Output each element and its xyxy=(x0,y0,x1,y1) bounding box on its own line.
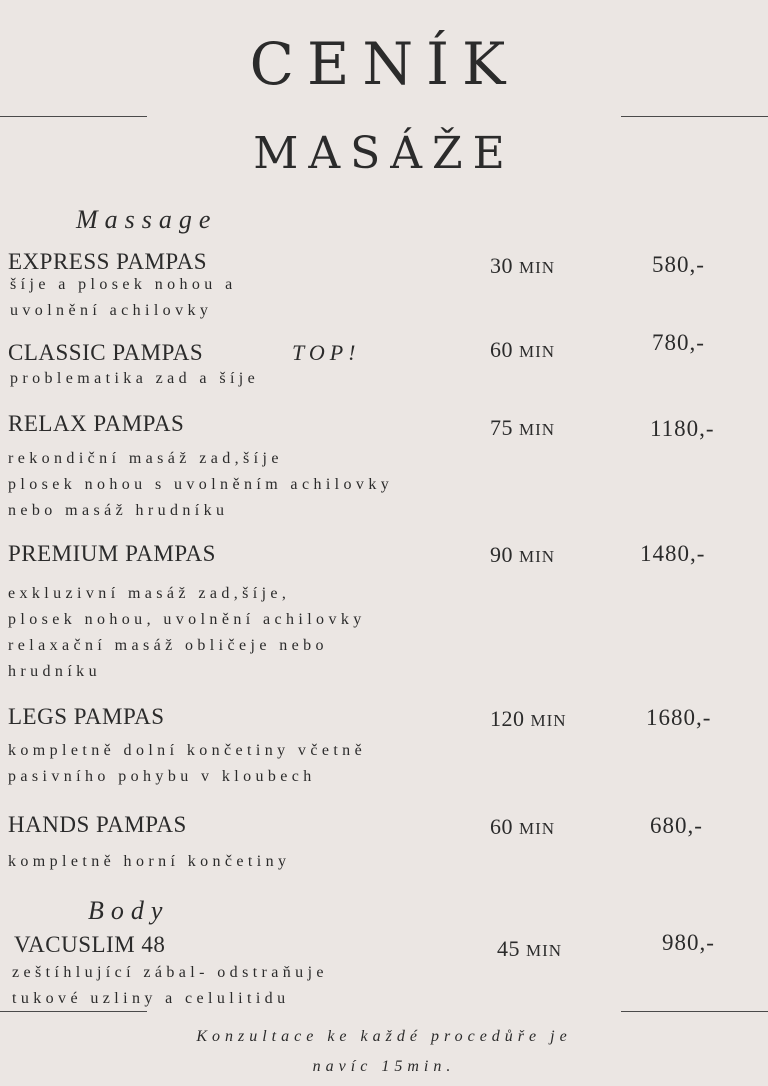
section-heading-body: Body xyxy=(88,896,170,925)
description-line: zeštíhlující zábal- odstraňuje xyxy=(12,964,328,981)
item-description xyxy=(10,366,259,392)
description-line: šíje a plosek nohou a xyxy=(10,276,237,293)
duration-value: 120 xyxy=(490,706,525,731)
section-heading-massage: Massage xyxy=(76,205,218,234)
description-line: relaxační masáž obličeje nebo xyxy=(8,637,328,654)
duration-value: 45 xyxy=(497,936,520,961)
duration-value: 90 xyxy=(490,542,513,567)
item-price: 1180,- xyxy=(650,416,715,441)
divider-right-bottom xyxy=(621,1011,768,1012)
item-price: 1480,- xyxy=(640,541,706,566)
duration-value: 75 xyxy=(490,415,513,440)
item-description xyxy=(8,738,366,790)
item-name: LEGS PAMPAS xyxy=(8,704,165,729)
item-price: 980,- xyxy=(662,930,715,955)
page-title: CENÍK xyxy=(249,30,519,98)
item-description xyxy=(8,446,393,524)
description-line: hrudníku xyxy=(8,663,101,680)
duration-unit: MIN xyxy=(519,420,556,439)
item-name: HANDS PAMPAS xyxy=(8,812,187,837)
duration-unit: MIN xyxy=(526,941,563,960)
page-subtitle: MASÁŽE xyxy=(253,128,515,179)
duration-value: 60 xyxy=(490,814,513,839)
description-line: nebo masáž hrudníku xyxy=(8,502,229,519)
item-duration xyxy=(490,415,555,441)
divider-right xyxy=(621,116,768,117)
item-price: 580,- xyxy=(652,252,705,277)
duration-unit: MIN xyxy=(519,819,556,838)
top-badge: TOP! xyxy=(292,340,361,365)
description-line: pasivního pohybu v kloubech xyxy=(8,768,316,785)
divider-left xyxy=(0,116,147,117)
item-price: 780,- xyxy=(652,330,705,355)
item-duration xyxy=(490,337,555,363)
duration-unit: MIN xyxy=(519,342,556,361)
item-description xyxy=(12,960,328,1012)
description-line: tukové uzliny a celulitidu xyxy=(12,990,290,1007)
description-line: plosek nohou, uvolnění achilovky xyxy=(8,611,366,628)
item-duration xyxy=(490,253,555,279)
description-line: uvolnění achilovky xyxy=(10,302,213,319)
description-line: kompletně horní končetiny xyxy=(8,853,291,870)
duration-value: 30 xyxy=(490,253,513,278)
duration-unit: MIN xyxy=(530,711,567,730)
item-name: RELAX PAMPAS xyxy=(8,411,185,436)
description-line: rekondiční masáž zad,šíje xyxy=(8,450,283,467)
item-description xyxy=(8,849,290,875)
footer-note-line-2: navíc 15min. xyxy=(312,1058,456,1075)
item-duration xyxy=(497,936,562,962)
item-price: 680,- xyxy=(650,813,703,838)
item-duration xyxy=(490,814,555,840)
item-name: PREMIUM PAMPAS xyxy=(8,541,216,566)
divider-left-bottom xyxy=(0,1011,147,1012)
item-price: 1680,- xyxy=(646,705,712,730)
description-line: exkluzivní masáž zad,šíje, xyxy=(8,585,291,602)
duration-unit: MIN xyxy=(519,547,556,566)
item-description xyxy=(8,581,366,685)
duration-value: 60 xyxy=(490,337,513,362)
description-line: kompletně dolní končetiny včetně xyxy=(8,742,367,759)
item-name: EXPRESS PAMPAS xyxy=(8,249,207,274)
description-line: problematika zad a šíje xyxy=(10,370,260,387)
item-duration xyxy=(490,542,555,568)
description-line: plosek nohou s uvolněním achilovky xyxy=(8,476,394,493)
footer-note-line-1: Konzultace ke každé procedůře je xyxy=(196,1028,572,1045)
duration-unit: MIN xyxy=(519,258,556,277)
item-name: CLASSIC PAMPAS xyxy=(8,340,204,365)
item-duration xyxy=(490,706,567,732)
item-description xyxy=(10,272,237,324)
item-name: VACUSLIM 48 xyxy=(14,932,166,957)
